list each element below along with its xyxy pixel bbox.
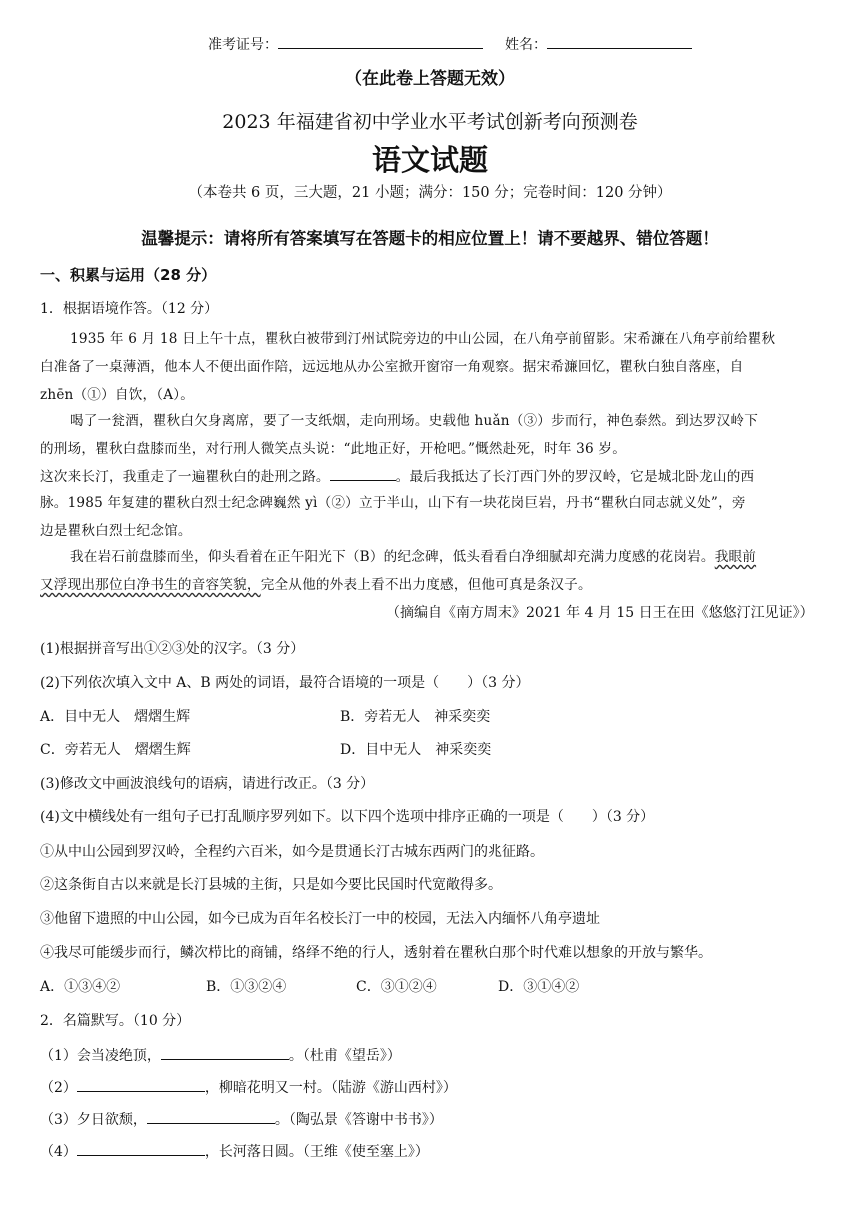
option-d: D．③①④② [498, 979, 580, 995]
exam-id-blank [278, 34, 483, 49]
sentence-3: ③他留下遗照的中山公园，如今已成为百年名校长汀一中的校园，无法入内缅怀八角亭遗址 [40, 911, 600, 927]
exam-id-label: 准考证号： [208, 37, 278, 53]
passage-text: 我在岩石前盘膝而坐，仰头看着在正午阳光下（B）的纪念碑，低头看看白净细腻却充满力度感的花岗岩。 [70, 549, 715, 565]
exam-id-field [208, 34, 483, 54]
recitation-text: ，柳暗花明又一村。（陆游《游山西村》） [204, 1080, 457, 1096]
passage-text: 这次来长汀，我重走了一遍瞿秋白的赴刑之路。 [40, 469, 330, 485]
passage-line [40, 466, 754, 486]
sub-question-1: (1)根据拼音写出①②③处的汉字。（3 分） [40, 641, 305, 657]
answer-blank [77, 1077, 205, 1092]
passage-line [40, 576, 592, 594]
passage-line: 白准备了一桌薄酒，他本人不便出面作陪，远远地从办公室掀开窗帘一角观察。据宋希濂回忆，瞿秋白独自落座，自 [40, 359, 744, 375]
name-label: 姓名： [505, 37, 547, 53]
option-b: B．①③②④ [206, 979, 287, 995]
option-a: A．目中无人 熠熠生辉 [40, 709, 191, 725]
section-title: 一、积累与运用（28 分） [40, 266, 217, 284]
passage-line: 1935 年 6 月 18 日上午十点，瞿秋白被带到汀州试院旁边的中山公园，在八角亭前留影。宋希濂在八角亭前给瞿秋 [70, 331, 776, 347]
recitation-text: 。（杜甫《望岳》） [288, 1048, 401, 1064]
exam-info: （本卷共 6 页，三大题，21 小题；满分：150 分；完卷时间：120 分钟） [188, 185, 672, 201]
recitation-text: （2） [40, 1080, 77, 1096]
invalid-notice: （在此卷上答题无效） [345, 69, 515, 89]
recitation-item [40, 1141, 429, 1161]
ordering-blank [330, 466, 396, 481]
recitation-text: （3）夕日欲颓， [40, 1112, 147, 1128]
recitation-text: ，长河落日圆。（王维《使至塞上》） [204, 1144, 429, 1160]
question-1-title: 1．根据语境作答。（12 分） [40, 301, 219, 317]
passage-line: 边是瞿秋白烈士纪念馆。 [40, 523, 192, 539]
option-c: C．③①②④ [356, 979, 437, 995]
exam-title: 2023 年福建省初中学业水平考试创新考向预测卷 [222, 111, 638, 133]
passage-text: 。最后我抵达了长汀西门外的罗汉岭，它是城北卧龙山的西 [395, 469, 755, 485]
passage-line: 喝了一瓮酒，瞿秋白欠身离席，要了一支纸烟，走向刑场。史载他 huǎn（③）步而行，神色泰然。到达罗汉岭下 [70, 413, 758, 429]
sentence-4: ④我尽可能缓步而行，鳞次栉比的商铺，络绎不绝的行人，透射着在瞿秋白那个时代难以想象的开放与繁华。 [40, 945, 712, 961]
sub-question-2: (2)下列依次填入文中 A、B 两处的词语，最符合语境的一项是（ ）（3 分） [40, 675, 530, 691]
recitation-item [40, 1077, 457, 1097]
passage-line: 脉。1985 年复建的瞿秋白烈士纪念碑巍然 yì（②）立于半山，山下有一块花岗巨岩，丹书“瞿秋白同志就义处”，旁 [40, 495, 746, 511]
option-b: B．旁若无人 神采奕奕 [340, 709, 491, 725]
option-a: A．①③④② [40, 979, 121, 995]
passage-text: 完全从他的外表上看不出力度感，但他可真是条汉子。 [260, 577, 592, 593]
warm-tip: 温馨提示：请将所有答案填写在答题卡的相应位置上！请不要越界、错位答题！ [141, 229, 719, 248]
wavy-sentence: 我眼前 [714, 549, 757, 565]
recitation-text: （4） [40, 1144, 77, 1160]
recitation-text: （1）会当凌绝顶， [40, 1048, 161, 1064]
sentence-1: ①从中山公园到罗汉岭，全程约六百米，如今是贯通长汀古城东西两门的兆征路。 [40, 844, 544, 860]
option-d: D．目中无人 神采奕奕 [340, 742, 492, 758]
answer-blank [147, 1109, 275, 1124]
passage-line [70, 548, 756, 566]
question-2-title: 2．名篇默写。（10 分） [40, 1013, 191, 1029]
recitation-item [40, 1109, 443, 1129]
subject-title: 语文试题 [371, 143, 488, 177]
option-c: C．旁若无人 熠熠生辉 [40, 742, 191, 758]
answer-blank [161, 1045, 289, 1060]
passage-line: 的刑场，瞿秋白盘膝而坐，对行刑人微笑点头说：“此地正好，开枪吧。”慨然赴死，时年 36 岁。 [40, 441, 626, 457]
sub-question-3: (3)修改文中画波浪线句的语病，请进行改正。（3 分） [40, 776, 375, 792]
name-field [505, 34, 692, 54]
passage-line: zhēn（①）自饮，（A）。 [40, 387, 195, 403]
name-blank [547, 34, 692, 49]
answer-blank [77, 1141, 205, 1156]
recitation-item [40, 1045, 401, 1065]
recitation-text: 。（陶弘景《答谢中书书》） [274, 1112, 443, 1128]
source-citation: （摘编自《南方周末》2021 年 4 月 15 日王在田《悠悠汀江见证》） [386, 605, 814, 621]
wavy-sentence: 又浮现出那位白净书生的音容笑貌， [40, 577, 261, 593]
sentence-2: ②这条街自古以来就是长汀县城的主街，只是如今要比民国时代宽敞得多。 [40, 877, 502, 893]
sub-question-4: (4)文中横线处有一组句子已打乱顺序罗列如下。以下四个选项中排序正确的一项是（ ）（3 分） [40, 809, 655, 825]
